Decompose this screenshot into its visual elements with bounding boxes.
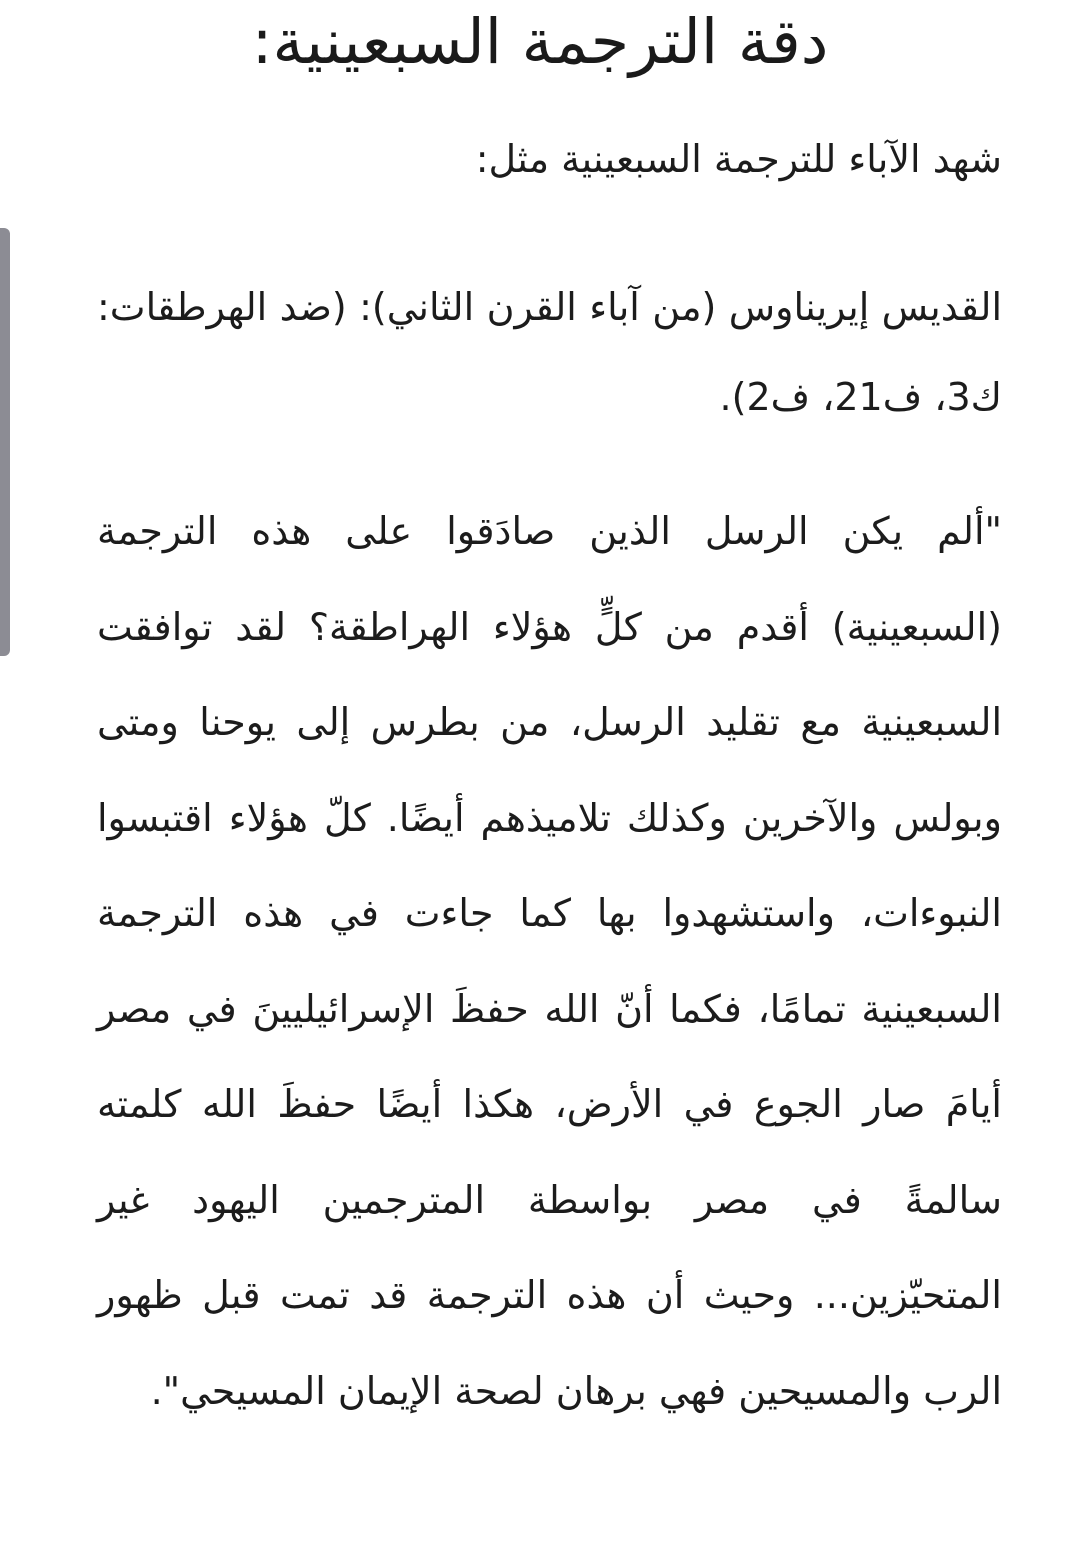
scrollbar-handle[interactable] bbox=[0, 228, 10, 656]
irenaeus-citation: القديس إيريناوس (من آباء القرن الثاني): (ضد الهرطقات: ك3، ف21، ف2). bbox=[97, 285, 1002, 419]
intro-line: شهد الآباء للترجمة السبعينية مثل: bbox=[475, 137, 1002, 181]
page-title: دقة الترجمة السبعينية: bbox=[251, 5, 829, 78]
quote-paragraph: "ألم يكن الرسل الذين صادَقوا على هذه الترجمة (السبعينية) أقدم من كلٍّ هؤلاء الهراطقة؟ لقد توافقت السبعينية مع تقليد الرسل، من بطرس إلى يوحنا ومتى وبولس والآخرين وكذلك تلاميذهم أيضًا. كلّ هؤلاء اقتبسوا النبوءات، واستشهدوا بها كما جاءت في هذه الترجمة السبعينية تمامًا، فكما أنّ الله حفظَ الإسرائيليينَ في مصر أيامَ صار الجوع في الأرض، هكذا أيضًا حفظَ الله كلمته سالمةً في مصر بواسطة المترجمين اليهود غير المتحيّزين... وحيث أن هذه الترجمة قد تمت قبل ظهور الرب والمسيحين فهي برهان لصحة الإيمان المسيحي". bbox=[97, 509, 1002, 1413]
